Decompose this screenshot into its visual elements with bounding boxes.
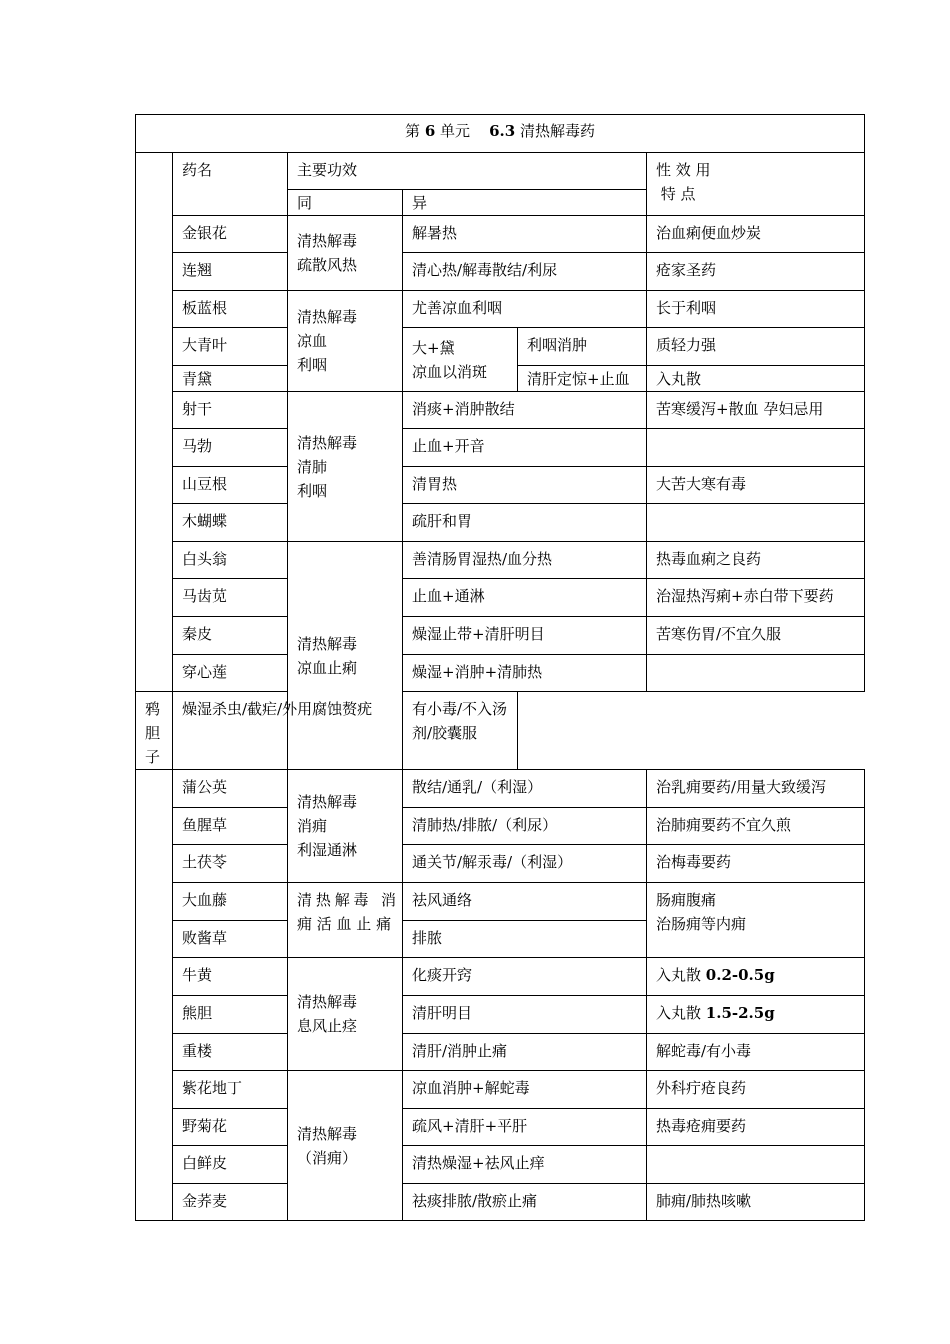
header-effect: 主要功效 <box>288 153 647 190</box>
herb-traits <box>647 429 865 467</box>
herb-diff: 清胃热 <box>403 467 647 504</box>
herb-name: 马勃 <box>173 429 288 467</box>
herb-diff: 消痰+消肿散结 <box>403 392 647 429</box>
herb-traits <box>647 655 865 692</box>
herb-name: 大血藤 <box>173 883 288 921</box>
herb-name: 熊胆 <box>173 996 288 1034</box>
herb-name: 木蝴蝶 <box>173 504 288 542</box>
herb-name: 板蓝根 <box>173 291 288 328</box>
herb-traits: 有小毒/不入汤剂/胶囊服 <box>403 692 518 770</box>
group-same-effect: 清热解毒 （消痈） <box>288 1071 403 1221</box>
herb-diff: 利咽消肿 <box>518 328 647 366</box>
herb-diff: 清肝定惊+止血 <box>518 366 647 392</box>
herb-name: 鸦胆子 <box>136 692 173 770</box>
herb-traits: 苦寒伤胃/不宜久服 <box>647 617 865 655</box>
herb-traits: 热毒血痢之良药 <box>647 542 865 579</box>
herb-name: 牛黄 <box>173 958 288 996</box>
herb-traits: 治乳痈要药/用量大致缓泻 <box>647 770 865 808</box>
herb-diff: 凉血消肿+解蛇毒 <box>403 1071 647 1109</box>
herb-diff: 疏肝和胃 <box>403 504 647 542</box>
herb-diff: 清热燥湿+祛风止痒 <box>403 1146 647 1184</box>
group-same-effect: 清热解毒 消 痈 活 血 止 痛 <box>288 883 403 958</box>
herb-name: 青黛 <box>173 366 288 392</box>
group-same-effect: 清热解毒 清肺 利咽 <box>288 392 403 542</box>
group-same-effect: 清热解毒 疏散风热 <box>288 216 403 291</box>
herb-diff: 清心热/解毒散结/利尿 <box>403 253 647 291</box>
herb-name: 败酱草 <box>173 921 288 958</box>
herb-traits: 治血痢便血炒炭 <box>647 216 865 253</box>
herb-diff: 清肝/消肿止痛 <box>403 1034 647 1071</box>
herb-name: 马齿苋 <box>173 579 288 617</box>
herb-name: 大青叶 <box>173 328 288 366</box>
herb-table <box>135 114 865 1221</box>
herb-traits: 肺痈/肺热咳嗽 <box>647 1184 865 1221</box>
herb-diff: 排脓 <box>403 921 647 958</box>
herb-name: 蒲公英 <box>173 770 288 808</box>
group-same-effect: 清热解毒 息风止痉 <box>288 958 403 1071</box>
herb-diff: 祛痰排脓/散瘀止痛 <box>403 1184 647 1221</box>
herb-name: 重楼 <box>173 1034 288 1071</box>
herb-name: 鱼腥草 <box>173 808 288 845</box>
herb-traits: 长于利咽 <box>647 291 865 328</box>
herb-diff: 通关节/解汞毒/（利湿） <box>403 845 647 883</box>
herb-diff: 止血+通淋 <box>403 579 647 617</box>
side-blank-cell-upper <box>136 153 173 692</box>
herb-traits: 疮家圣药 <box>647 253 865 291</box>
herb-name: 野菊花 <box>173 1109 288 1146</box>
group-same-effect: 清热解毒 消痈 利湿通淋 <box>288 770 403 883</box>
herb-name: 穿心莲 <box>173 655 288 692</box>
shared-diff-effect: 大+黛 凉血以消斑 <box>403 328 518 392</box>
table-title: 第 6 单元 6.3 清热解毒药 <box>136 115 865 153</box>
herb-diff: 燥湿杀虫/截疟/外用腐蚀赘疣 <box>173 692 403 770</box>
header-traits: 性 效 用 特 点 <box>647 153 865 216</box>
herb-name: 紫花地丁 <box>173 1071 288 1109</box>
herb-traits: 治梅毒要药 <box>647 845 865 883</box>
herb-name: 射干 <box>173 392 288 429</box>
herb-diff: 化痰开窍 <box>403 958 647 996</box>
herb-traits: 苦寒缓泻+散血 孕妇忌用 <box>647 392 865 429</box>
herb-diff: 解暑热 <box>403 216 647 253</box>
herb-diff: 疏风+清肝+平肝 <box>403 1109 647 1146</box>
herb-traits: 入丸散 <box>647 366 865 392</box>
herb-traits: 质轻力强 <box>647 328 865 366</box>
herb-traits: 解蛇毒/有小毒 <box>647 1034 865 1071</box>
herb-diff: 清肝明目 <box>403 996 647 1034</box>
herb-traits: 入丸散 1.5-2.5g <box>647 996 865 1034</box>
herb-name: 山豆根 <box>173 467 288 504</box>
herb-name: 白鲜皮 <box>173 1146 288 1184</box>
herb-diff: 止血+开音 <box>403 429 647 467</box>
herb-diff: 清肺热/排脓/（利尿） <box>403 808 647 845</box>
header-diff: 异 <box>403 190 647 216</box>
side-blank-cell-lower <box>136 770 173 1221</box>
herb-name: 连翘 <box>173 253 288 291</box>
herb-name: 金银花 <box>173 216 288 253</box>
herb-diff: 燥湿止带+清肝明目 <box>403 617 647 655</box>
herb-diff: 祛风通络 <box>403 883 647 921</box>
herb-traits: 大苦大寒有毒 <box>647 467 865 504</box>
herb-traits <box>647 504 865 542</box>
herb-traits: 热毒疮痈要药 <box>647 1109 865 1146</box>
group-same-effect: 清热解毒 凉血止痢 <box>288 542 403 770</box>
herb-name: 白头翁 <box>173 542 288 579</box>
herb-traits: 外科疔疮良药 <box>647 1071 865 1109</box>
herb-traits: 治肺痈要药不宜久煎 <box>647 808 865 845</box>
herb-diff: 善清肠胃湿热/血分热 <box>403 542 647 579</box>
herb-name: 土茯苓 <box>173 845 288 883</box>
header-same: 同 <box>288 190 403 216</box>
herb-traits <box>647 1146 865 1184</box>
herb-name: 秦皮 <box>173 617 288 655</box>
herb-table-page <box>135 114 864 1221</box>
shared-traits: 肠痈腹痛 治肠痈等内痈 <box>647 883 865 958</box>
herb-name: 金荞麦 <box>173 1184 288 1221</box>
group-same-effect: 清热解毒 凉血 利咽 <box>288 291 403 392</box>
header-name: 药名 <box>173 153 288 216</box>
herb-traits: 入丸散 0.2-0.5g <box>647 958 865 996</box>
herb-diff: 燥湿+消肿+清肺热 <box>403 655 647 692</box>
herb-diff: 散结/通乳/（利湿） <box>403 770 647 808</box>
herb-diff: 尤善凉血利咽 <box>403 291 647 328</box>
herb-traits: 治湿热泻痢+赤白带下要药 <box>647 579 865 617</box>
